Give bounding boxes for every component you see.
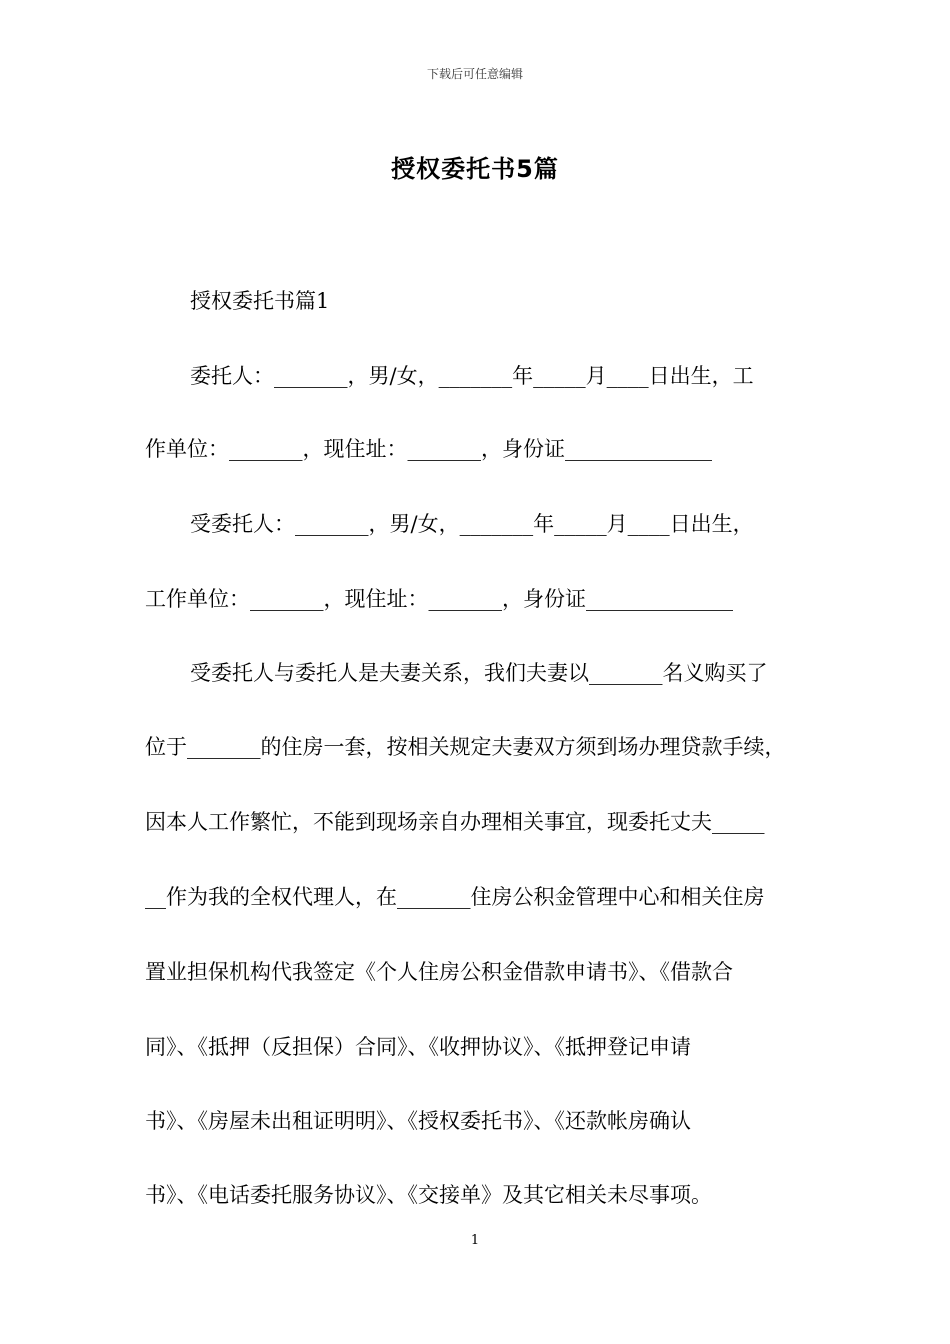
- document-title: 授权委托书5篇: [391, 155, 559, 183]
- paragraph-line: __作为我的全权代理人，在_______住房公积金管理中心和相关住房: [145, 885, 765, 909]
- paragraph-line: 受委托人：_______，男/女，_______年_____月____日出生，: [190, 512, 754, 536]
- paragraph-line: 同》、《抵押（反担保）合同》、《收押协议》、《抵押登记申请: [145, 1035, 691, 1059]
- paragraph-line: 位于_______的住房一套，按相关规定夫妻双方须到场办理贷款手续，: [145, 735, 786, 759]
- section-heading: 授权委托书篇1: [190, 289, 330, 313]
- paragraph-line: 书》、《房屋未出租证明明》、《授权委托书》、《还款帐房确认: [145, 1109, 691, 1133]
- paragraph-line: 受委托人与委托人是夫妻关系，我们夫妻以_______名义购买了: [190, 661, 768, 685]
- paragraph-line: 工作单位：_______，现住址：_______，身份证______________: [145, 587, 733, 611]
- header-note: 下载后可任意编辑: [426, 67, 523, 81]
- paragraph-line: 作单位：_______，现住址：_______，身份证______________: [145, 437, 712, 461]
- paragraph-line: 委托人：_______，男/女，_______年_____月____日出生，工: [190, 364, 754, 388]
- page-number: 1: [470, 1233, 480, 1248]
- paragraph-line: 书》、《电话委托服务协议》、《交接单》及其它相关未尽事项。: [145, 1183, 712, 1207]
- paragraph-line: 置业担保机构代我签定《个人住房公积金借款申请书》、《借款合: [145, 960, 733, 984]
- paragraph-line: 因本人工作繁忙，不能到现场亲自办理相关事宜，现委托丈夫_____: [145, 810, 765, 834]
